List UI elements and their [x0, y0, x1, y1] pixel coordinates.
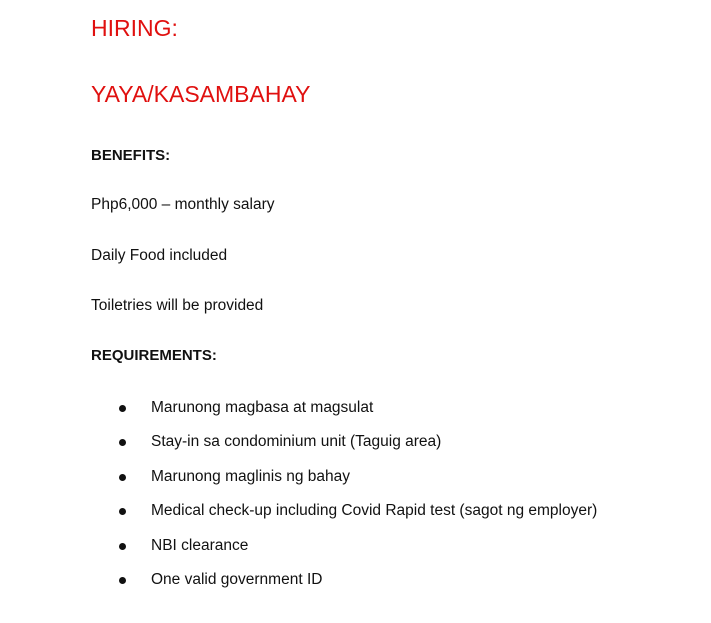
- list-item: [0, 467, 711, 489]
- benefit-item: Toiletries will be provided: [91, 297, 264, 314]
- list-item: [0, 570, 711, 592]
- bullet-icon: [119, 405, 126, 412]
- list-item: [0, 536, 711, 558]
- benefits-label: BENEFITS:: [91, 147, 171, 164]
- requirement-text: Medical check-up including Covid Rapid test (sagot ng employer): [151, 502, 598, 519]
- requirement-text: Marunong magbasa at magsulat: [151, 399, 374, 416]
- list-item: [0, 398, 711, 420]
- requirement-text: NBI clearance: [151, 537, 249, 554]
- benefit-item: Daily Food included: [91, 247, 228, 264]
- requirement-text: One valid government ID: [151, 571, 323, 588]
- list-item: [0, 432, 711, 454]
- bullet-icon: [119, 474, 126, 481]
- bullet-icon: [119, 543, 126, 550]
- bullet-icon: [119, 577, 126, 584]
- bullet-icon: [119, 508, 126, 515]
- hiring-heading: HIRING:: [91, 15, 178, 41]
- list-item: [0, 501, 711, 523]
- requirement-text: Marunong maglinis ng bahay: [151, 468, 351, 485]
- requirements-label: REQUIREMENTS:: [91, 347, 217, 364]
- bullet-icon: [119, 439, 126, 446]
- requirement-text: Stay-in sa condominium unit (Taguig area): [151, 433, 442, 450]
- position-heading: YAYA/KASAMBAHAY: [91, 81, 311, 107]
- benefit-item: Php6,000 – monthly salary: [91, 196, 275, 213]
